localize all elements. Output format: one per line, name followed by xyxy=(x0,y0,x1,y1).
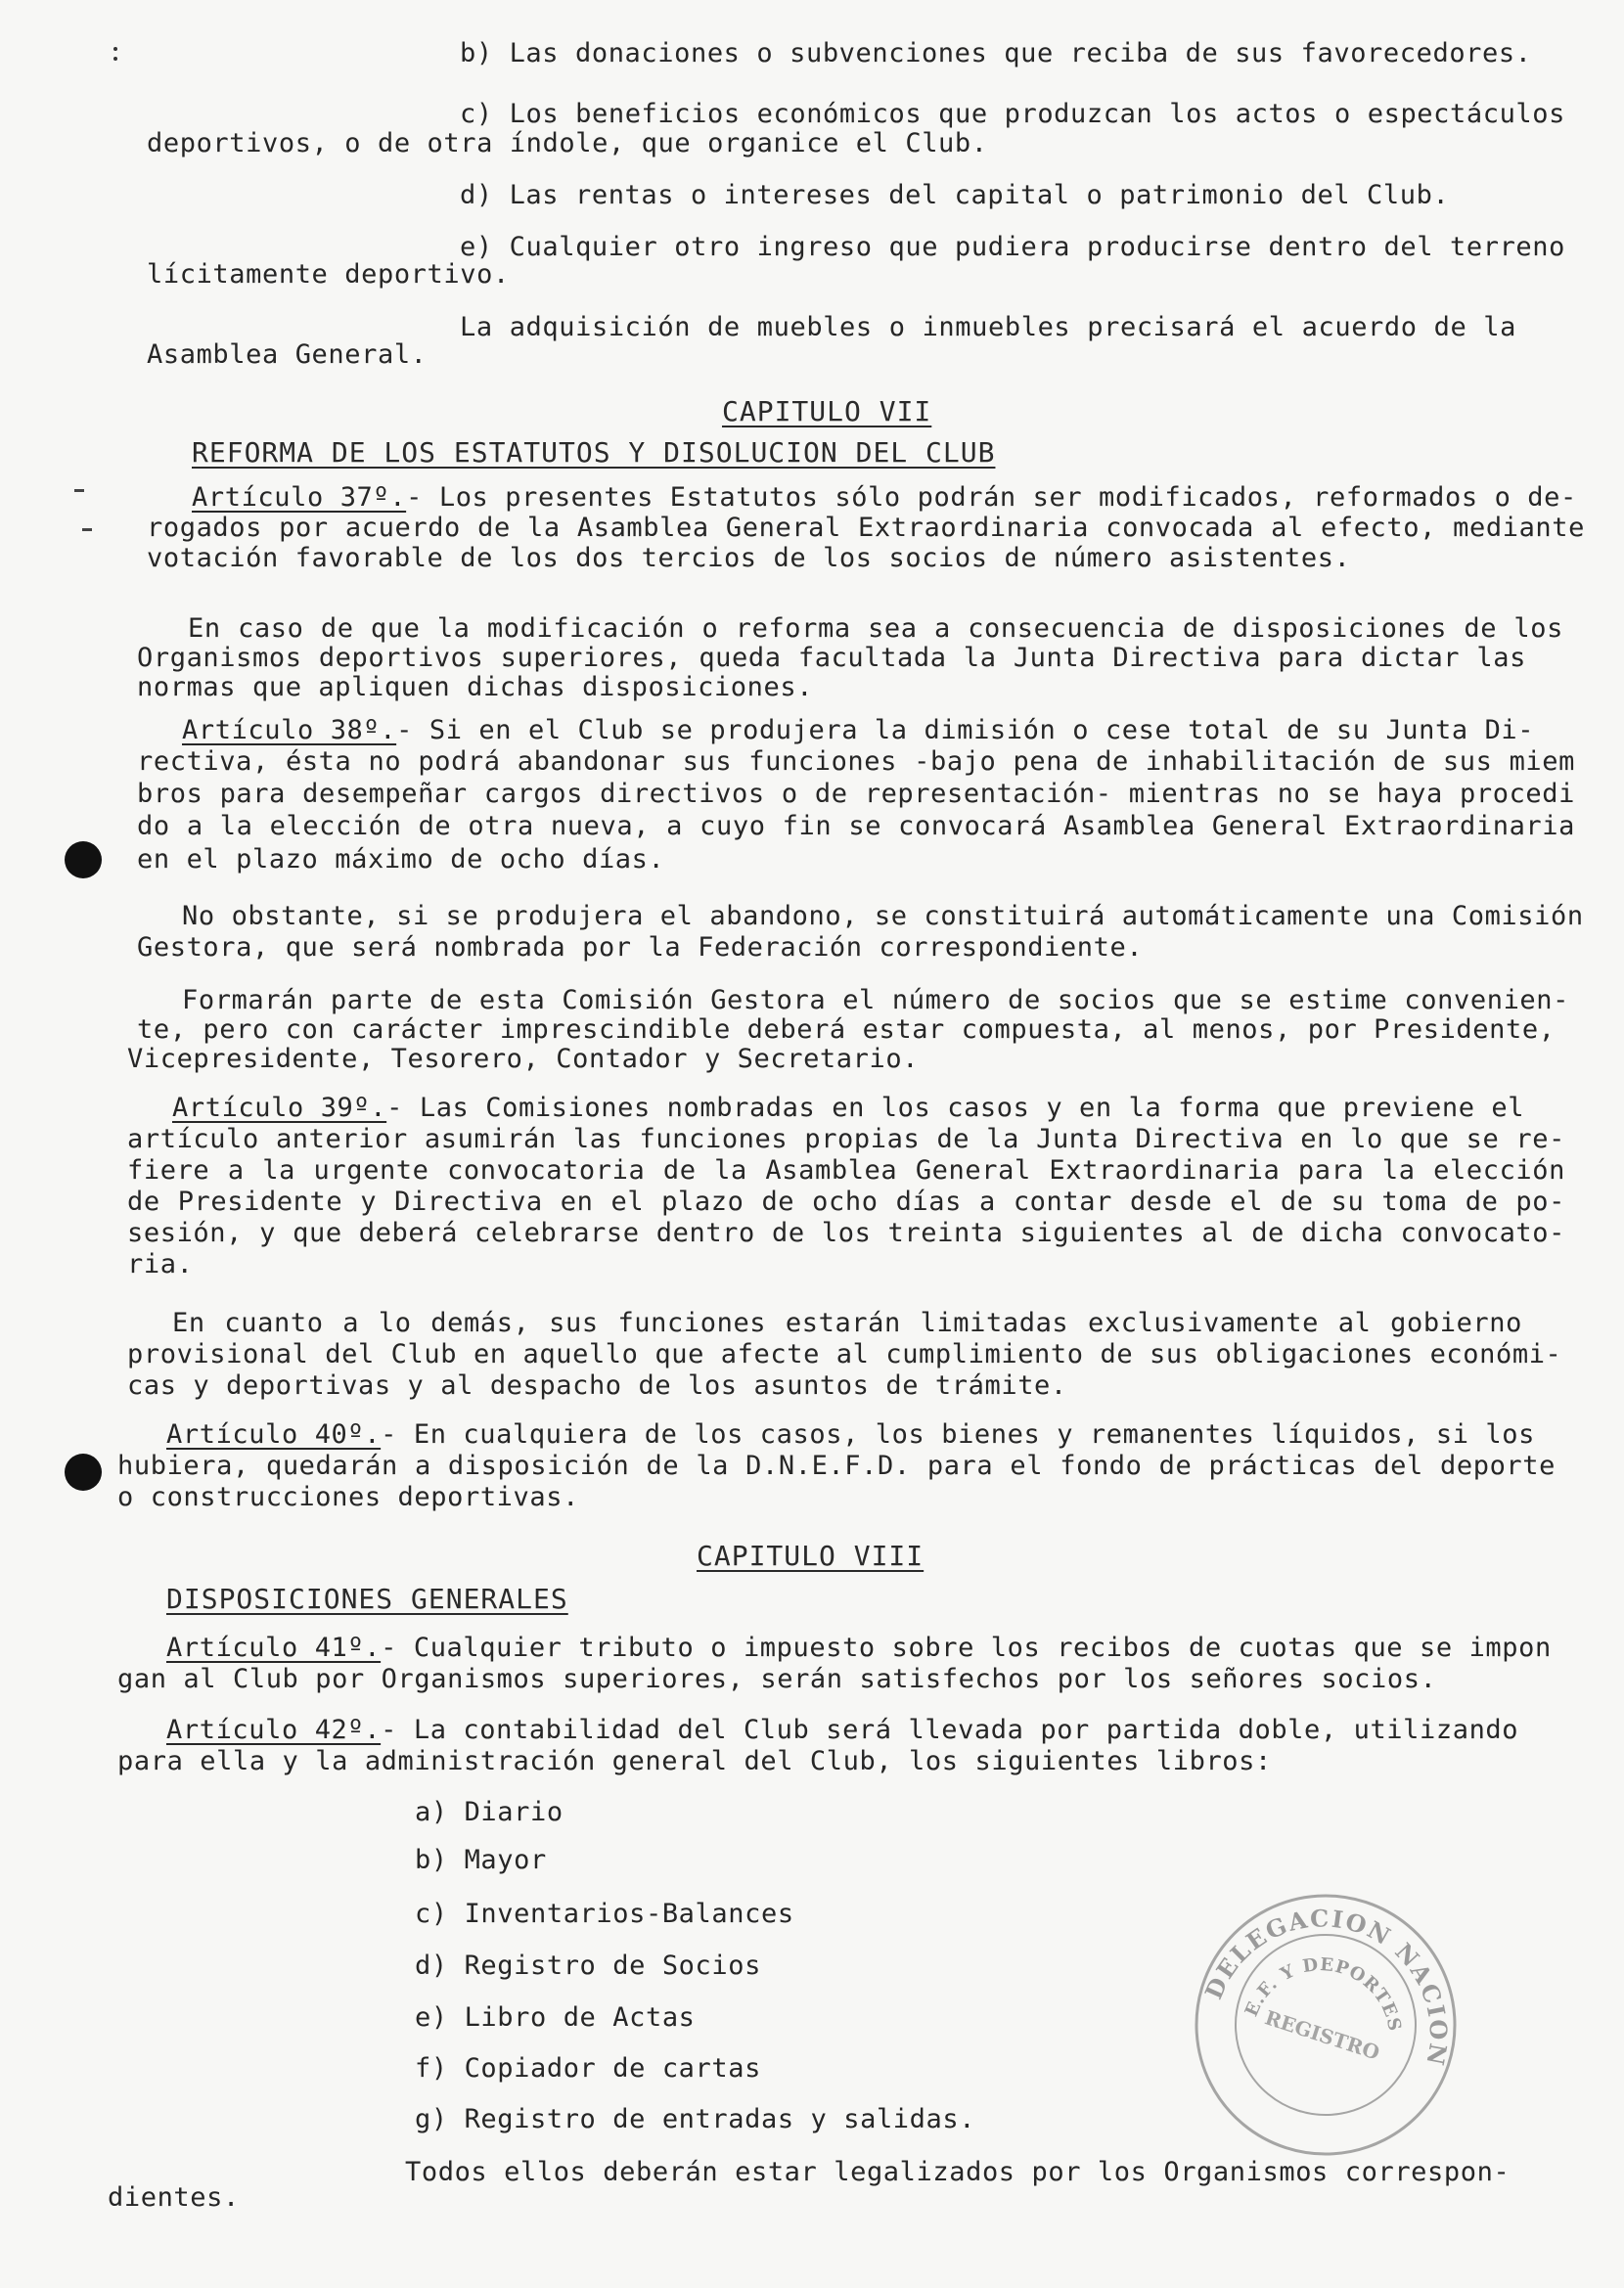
item-c-continuation: deportivos, o de otra índole, que organice el Club. xyxy=(147,128,988,158)
chapter-8-subtitle: DISPOSICIONES GENERALES xyxy=(166,1583,568,1615)
article-37-line: rogados por acuerdo de la Asamblea General Extraordinaria convocada al efecto, mediante xyxy=(147,513,1585,543)
chapter-7-heading: CAPITULO VII xyxy=(722,395,932,427)
chapter-8-heading: CAPITULO VIII xyxy=(697,1540,925,1572)
article-42-text: - La contabilidad del Club será llevada por partida doble, utilizando xyxy=(381,1715,1519,1745)
article-38-first-line xyxy=(182,714,1534,747)
article-38-text: - Si en el Club se produjera la dimisión o cese total de su Junta Di- xyxy=(396,715,1535,745)
article-38-p2-line: Gestora, que será nombrada por la Federación correspondiente. xyxy=(137,932,1144,963)
article-38-p3-line: Vicepresidente, Tesorero, Contador y Secretario. xyxy=(127,1044,920,1074)
item-b-donaciones: b) Las donaciones o subvenciones que reciba de sus favorecedores. xyxy=(460,38,1532,68)
list-item: e) Libro de Actas xyxy=(415,2002,696,2033)
adquisicion-paragraph: La adquisición de muebles o inmuebles precisará el acuerdo de la xyxy=(460,312,1516,342)
article-39-line: artículo anterior asumirán las funciones propias de la Junta Directiva en lo que se re- xyxy=(127,1124,1565,1154)
item-e-continuation: lícitamente deportivo. xyxy=(147,259,510,290)
article-37-label: Artículo 37º. xyxy=(192,482,407,513)
item-e-otro-ingreso: e) Cualquier otro ingreso que pudiera producirse dentro del terreno xyxy=(460,232,1565,262)
punch-hole xyxy=(65,1454,102,1491)
article-38-line: do a la elección de otra nueva, a cuyo fin se convocará Asamblea General Extraordinaria xyxy=(137,811,1575,841)
closing-line: Todos ellos deberán estar legalizados por los Organismos correspon- xyxy=(405,2157,1511,2187)
article-39-line: de Presidente y Directiva en el plazo de ocho días a contar desde el de su toma de po- xyxy=(127,1187,1565,1217)
article-39-line: ria. xyxy=(127,1249,194,1279)
article-42-line: para ella y la administración general del Club, los siguientes libros: xyxy=(117,1746,1272,1776)
adquisicion-continuation: Asamblea General. xyxy=(147,339,428,370)
list-item: c) Inventarios-Balances xyxy=(415,1899,794,1929)
margin-mark xyxy=(82,528,92,531)
article-40-first-line xyxy=(166,1418,1535,1452)
article-39-p2-line: En cuanto a lo demás, sus funciones estarán limitadas exclusivamente al gobierno xyxy=(172,1308,1522,1338)
article-37-p2-line: Organismos deportivos superiores, queda facultada la Junta Directiva para dictar las xyxy=(137,643,1526,673)
article-38-p3-line: Formarán parte de esta Comisión Gestora el número de socios que se estime convenien- xyxy=(182,985,1569,1015)
closing-line-continuation: dientes. xyxy=(108,2182,240,2213)
article-39-line: fiere a la urgente convocatoria de la Asamblea General Extraordinaria para la elección xyxy=(127,1155,1565,1186)
official-stamp xyxy=(1164,1878,1487,2172)
article-42-label: Artículo 42º. xyxy=(166,1715,382,1745)
article-37-line: votación favorable de los dos tercios de los socios de número asistentes. xyxy=(147,543,1351,573)
article-38-p2-line: No obstante, si se produjera el abandono, se constituirá automáticamente una Comisión xyxy=(182,901,1584,931)
article-39-text: - Las Comisiones nombradas en los casos y en la forma que previene el xyxy=(386,1093,1525,1123)
stamp-inner-text: E.F. Y DEPORTES xyxy=(1241,1953,1406,2034)
article-41-first-line xyxy=(166,1632,1552,1665)
article-40-line: o construcciones deportivas. xyxy=(117,1482,579,1512)
list-item: b) Mayor xyxy=(415,1845,547,1875)
list-item: d) Registro de Socios xyxy=(415,1951,761,1981)
article-38-line: rectiva, ésta no podrá abandonar sus funciones -bajo pena de inhabilitación de sus miem xyxy=(137,746,1575,777)
article-38-p3-line: te, pero con carácter imprescindible deberá estar compuesta, al menos, por Presidente, xyxy=(137,1014,1556,1045)
speck xyxy=(113,47,117,51)
article-37-text: - Los presentes Estatutos sólo podrán ser modificados, reformados o de- xyxy=(406,482,1577,513)
article-41-line: gan al Club por Organismos superiores, serán satisfechos por los señores socios. xyxy=(117,1664,1437,1694)
article-40-text: - En cualquiera de los casos, los bienes y remanentes líquidos, si los xyxy=(381,1419,1536,1450)
chapter-7-subtitle: REFORMA DE LOS ESTATUTOS Y DISOLUCION DEL CLUB xyxy=(192,436,996,469)
article-38-label: Artículo 38º. xyxy=(182,715,397,745)
article-38-line: en el plazo máximo de ocho días. xyxy=(137,844,665,875)
article-37-p2-line: normas que apliquen dichas disposiciones. xyxy=(137,672,814,702)
margin-mark xyxy=(74,489,84,492)
item-c-beneficios: c) Los beneficios económicos que produzcan los actos o espectáculos xyxy=(460,99,1565,129)
article-39-line: sesión, y que deberá celebrarse dentro de los treinta siguientes al de dicha convocato- xyxy=(127,1218,1565,1248)
article-37-p2-line: En caso de que la modificación o reforma sea a consecuencia de disposiciones de los xyxy=(188,613,1563,644)
article-40-line: hubiera, quedarán a disposición de la D.N.E.F.D. para el fondo de prácticas del deporte xyxy=(117,1451,1556,1481)
list-item: f) Copiador de cartas xyxy=(415,2053,761,2084)
punch-hole xyxy=(65,841,102,878)
stamp-graphic xyxy=(1164,1878,1487,2172)
article-39-label: Artículo 39º. xyxy=(172,1093,387,1123)
article-40-label: Artículo 40º. xyxy=(166,1419,382,1450)
article-39-first-line xyxy=(172,1092,1524,1125)
item-d-rentas: d) Las rentas o intereses del capital o patrimonio del Club. xyxy=(460,180,1450,210)
article-39-p2-line: cas y deportivas y al despacho de los asuntos de trámite. xyxy=(127,1370,1067,1401)
list-item: a) Diario xyxy=(415,1797,564,1827)
article-38-line: bros para desempeñar cargos directivos o de representación- mientras no se haya procedi xyxy=(137,779,1575,809)
article-37-first-line xyxy=(192,481,1577,515)
article-41-label: Artículo 41º. xyxy=(166,1633,382,1663)
speck xyxy=(113,57,117,61)
stamp-outer-text: DELEGACION NACIONAL xyxy=(1198,1904,1454,2070)
article-41-text: - Cualquier tributo o impuesto sobre los recibos de cuotas que se impon xyxy=(381,1633,1552,1663)
stamp-center-text: REGISTRO xyxy=(1262,2005,1383,2065)
article-42-first-line xyxy=(166,1714,1518,1747)
list-item: g) Registro de entradas y salidas. xyxy=(415,2104,976,2134)
article-39-p2-line: provisional del Club en aquello que afecte al cumplimiento de sus obligaciones económi- xyxy=(127,1339,1562,1369)
